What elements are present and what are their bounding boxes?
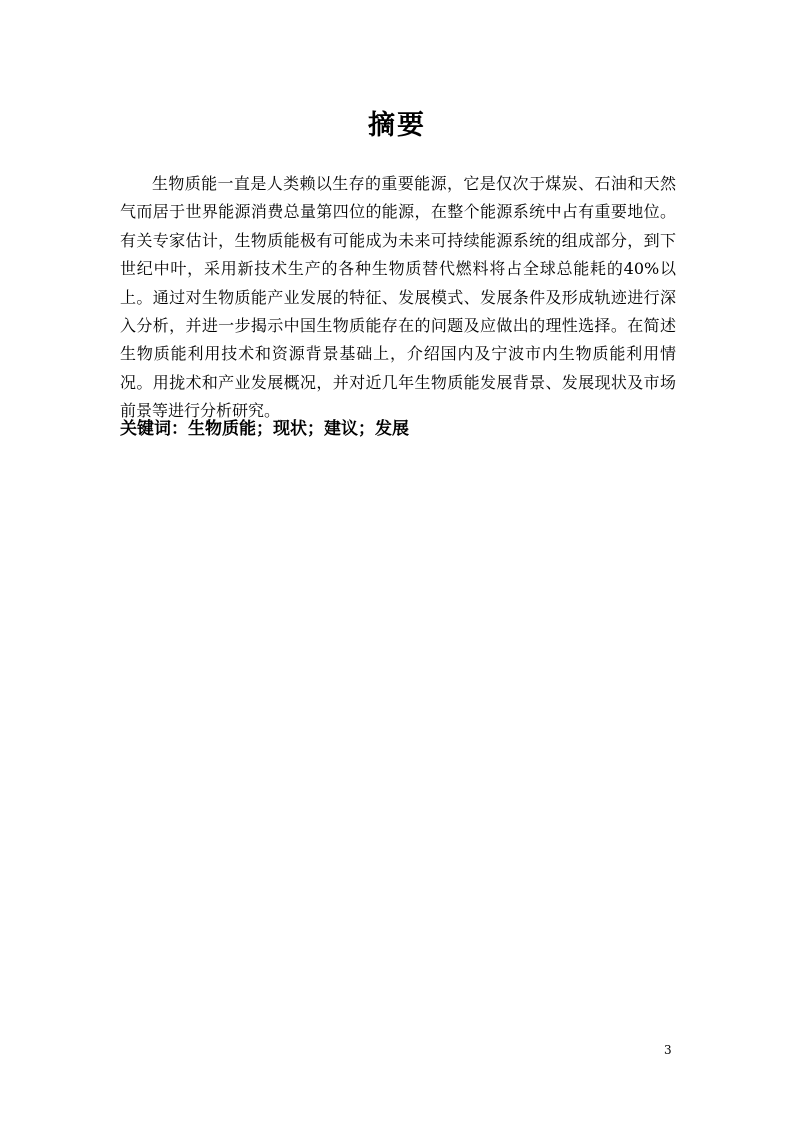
page-number: 3: [664, 1043, 672, 1057]
page-title: 摘要: [368, 110, 426, 141]
keywords-line: 关键词：生物质能；现状；建议；发展: [120, 419, 409, 439]
abstract-paragraph: 生物质能一直是人类赖以生存的重要能源，它是仅次于煤炭、石油和天然气而居于世界能源消费总量第四位的能源，在整个能源系统中占有重要地位。有关专家估计，生物质能极有可能成为未来可持续能源系统的组成部分，到下世纪中叶，采用新技术生产的各种生物质替代燃料将占全球总能耗的40%以上。通过对生物质能产业发展的特征、发展模式、发展条件及形成轨迹进行深入分析，并进一步揭示中国生物质能存在的问题及应做出的理性选择。在简述生物质能利用技术和资源背景基础上，介绍国内及宁波市内生物质能利用情况。用拢术和产业发展概况，并对近几年生物质能发展背景、发展现状及市场前景等进行分析研究。: [120, 174, 676, 421]
